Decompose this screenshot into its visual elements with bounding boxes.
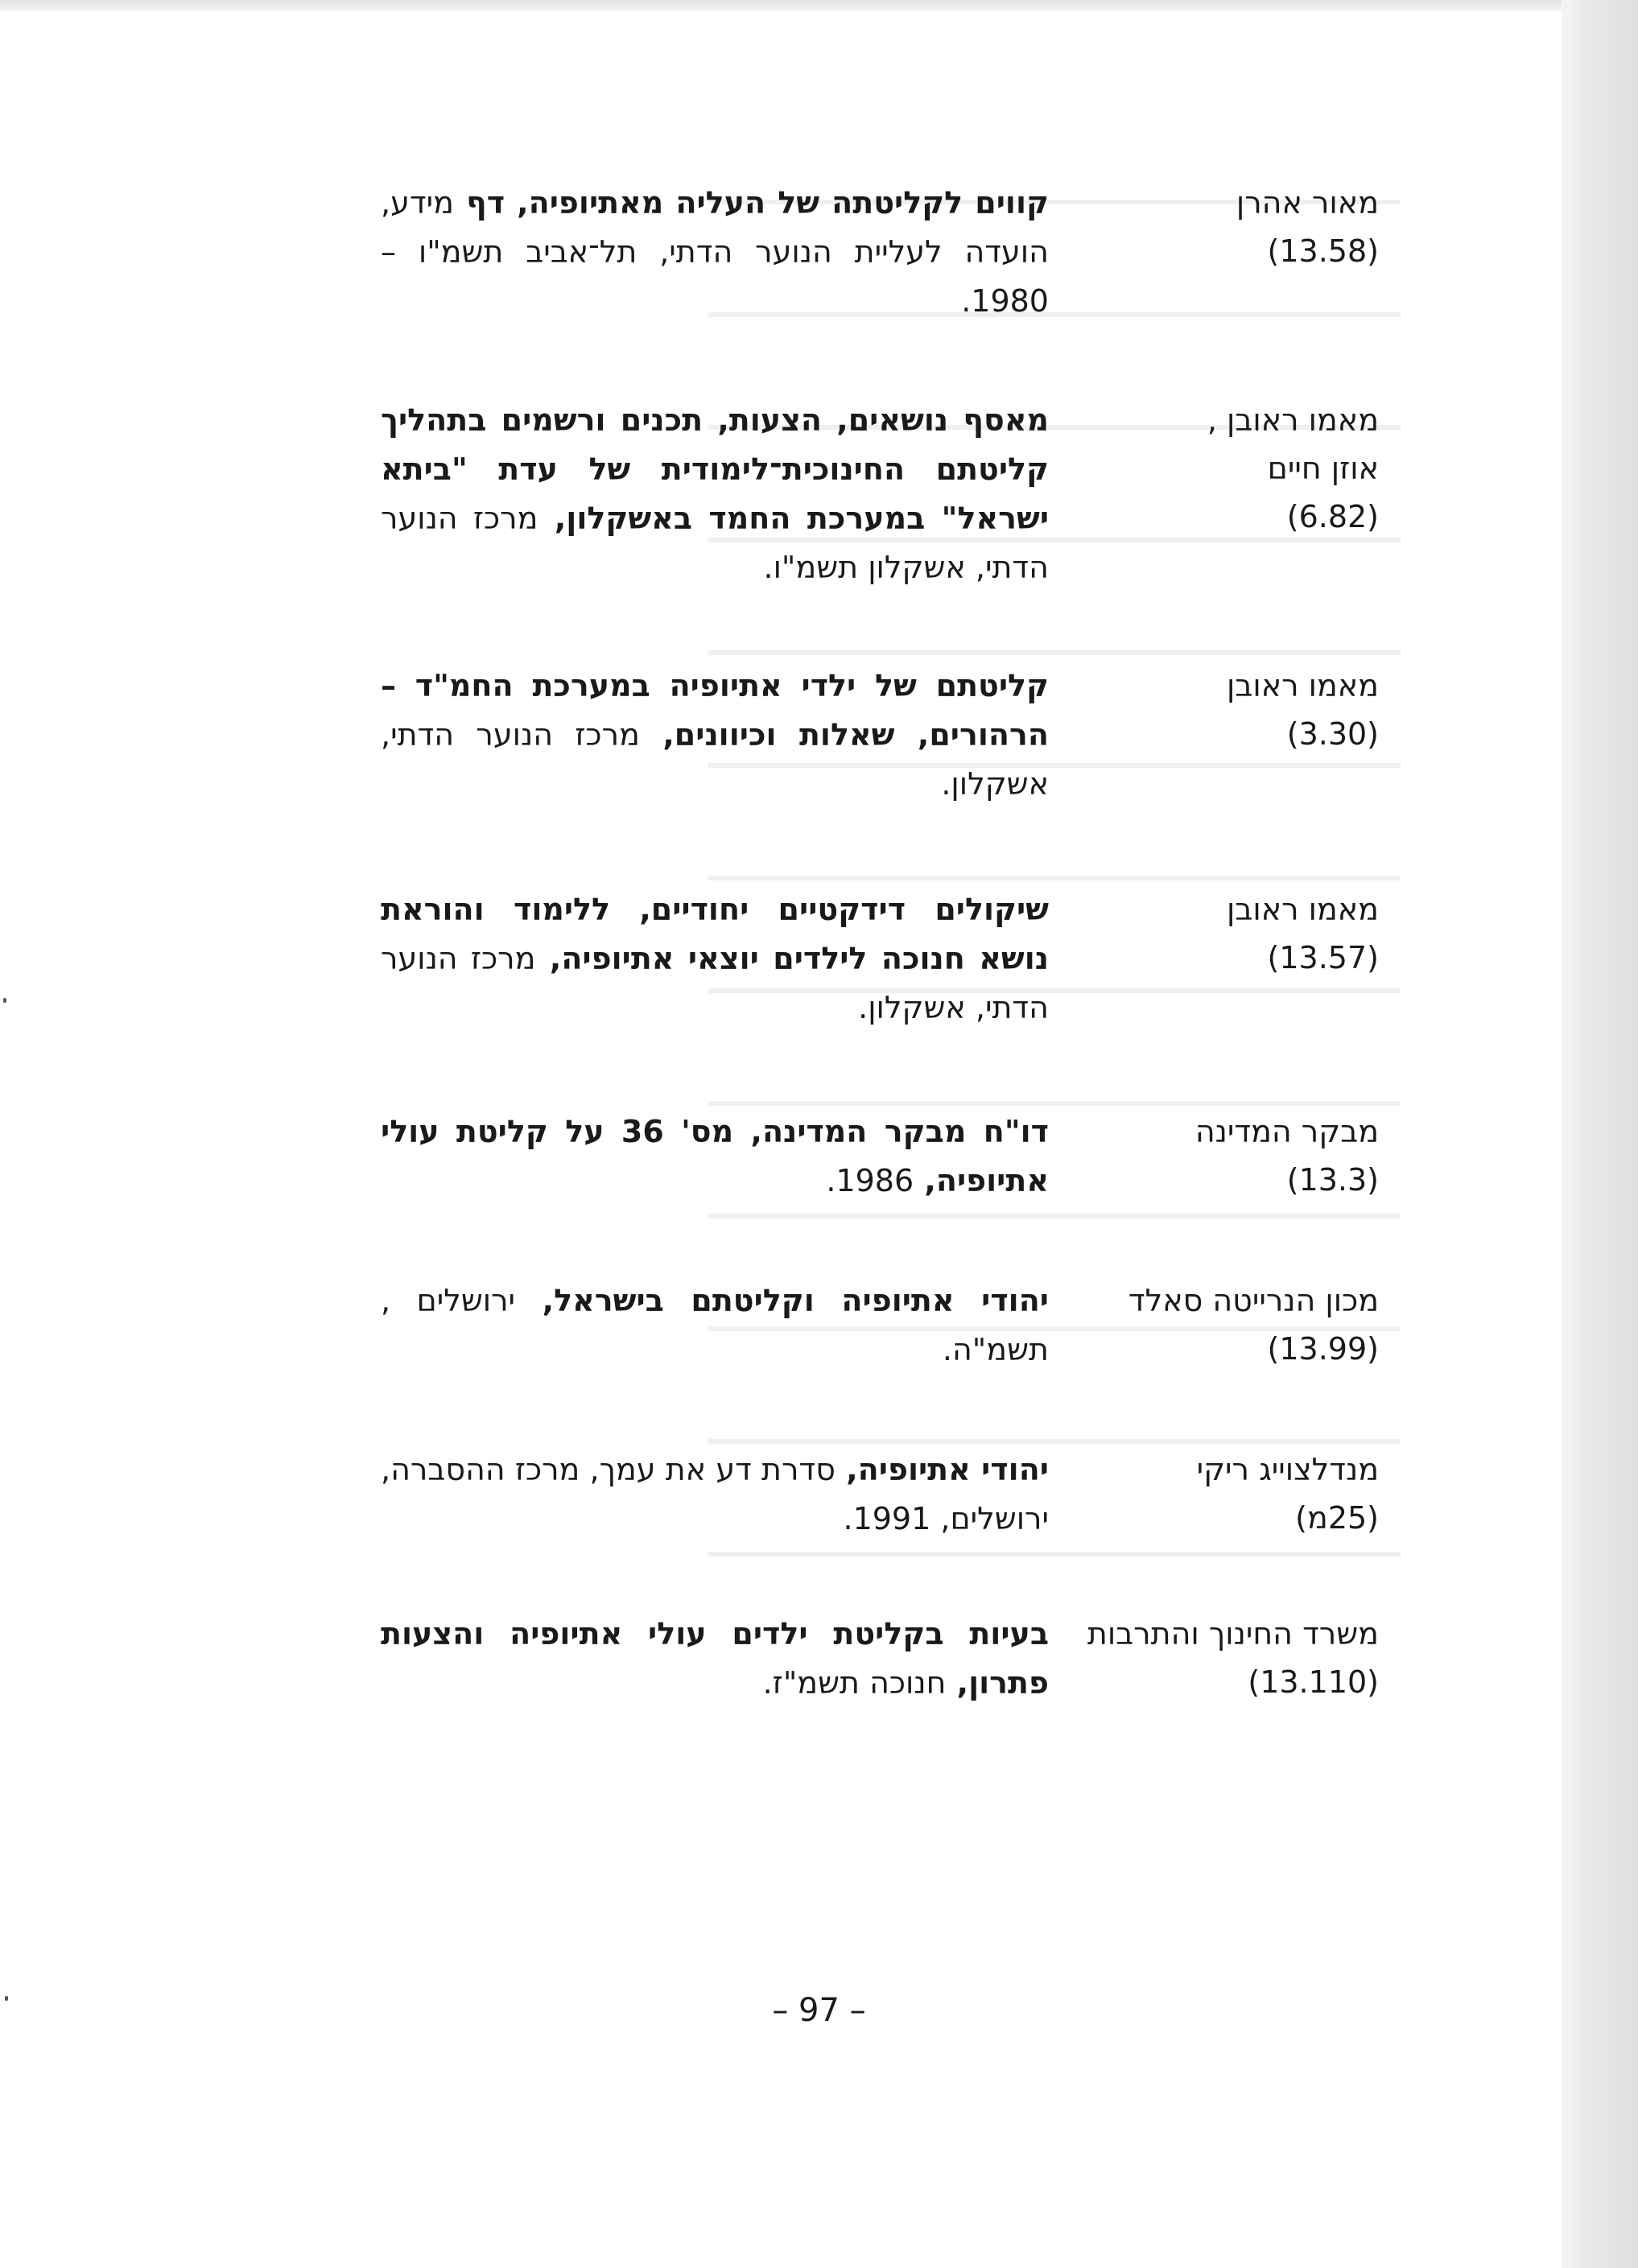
entry-code: (13.99) bbox=[1267, 1331, 1379, 1367]
bibliography-entry bbox=[340, 396, 1379, 605]
entry-title: שיקולים דידקטיים יחודיים, ללימוד והוראת נושא חנוכה לילדים יוצאי אתיופיה, bbox=[381, 892, 1050, 976]
entry-publication: מרכז הנוער הדתי, אשקלון תשמ"ו. bbox=[381, 501, 1049, 585]
entry-publication: ירושלים , תשמ"ה. bbox=[381, 1283, 1049, 1367]
entry-title-block bbox=[381, 662, 1049, 809]
entry-author-block bbox=[1113, 1445, 1379, 1542]
entry-title: בעיות בקליטת ילדים עולי אתיופיה והצעות פתרון, bbox=[381, 1616, 1049, 1701]
entry-title-block bbox=[381, 1276, 1049, 1375]
entry-title-block bbox=[381, 1610, 1049, 1708]
entry-publication: מרכז הנוער הדתי, אשקלון. bbox=[381, 717, 1049, 802]
entry-title-block bbox=[381, 1107, 1049, 1206]
entry-code: (6.82) bbox=[1286, 499, 1379, 534]
entry-author-block bbox=[1113, 1276, 1379, 1373]
entry-title: יהודי אתיופיה וקליטתם בישראל, bbox=[542, 1283, 1049, 1318]
entry-author: מאמו ראובן bbox=[1227, 892, 1379, 927]
entry-title: קווים לקליטתה של העליה מאתיופיה, דף bbox=[466, 185, 1050, 221]
entry-code: (13.58) bbox=[1267, 233, 1379, 269]
entry-code: (13.3) bbox=[1286, 1162, 1379, 1198]
bibliography-entry bbox=[340, 1276, 1379, 1389]
scan-speck bbox=[3, 998, 6, 1003]
entry-title-block bbox=[381, 1445, 1049, 1544]
entry-publication: 1986. bbox=[826, 1163, 914, 1198]
entry-coauthor: אוזן חיים bbox=[1267, 451, 1379, 486]
bibliography-entry bbox=[340, 885, 1379, 1046]
entry-author: מבקר המדינה bbox=[1194, 1114, 1379, 1149]
entry-author-block bbox=[1113, 662, 1379, 758]
entry-publication: חנוכה תשמ"ז. bbox=[762, 1665, 947, 1701]
bibliography-entry bbox=[340, 1445, 1379, 1558]
entry-title-block bbox=[381, 179, 1049, 326]
entry-code: (3.30) bbox=[1286, 716, 1379, 752]
entry-publication: מרכז הנוער הדתי, אשקלון. bbox=[381, 941, 1049, 1025]
entry-author: מכון הנרייטה סאלד bbox=[1128, 1283, 1379, 1318]
entry-author: מאמו ראובן , bbox=[1207, 402, 1379, 438]
entry-title: דו"ח מבקר המדינה, מס' 36 על קליטת עולי אתיופיה, bbox=[381, 1114, 1049, 1198]
entry-title-block bbox=[381, 396, 1049, 592]
entry-author-block bbox=[1113, 179, 1379, 275]
entry-author-block bbox=[1113, 1107, 1379, 1204]
entry-author: מאמו ראובן bbox=[1227, 668, 1379, 703]
entry-title: קליטתם של ילדי אתיופיה במערכת החמ"ד – הרהורים, שאלות וכיוונים, bbox=[381, 668, 1049, 753]
entry-code: (13.110) bbox=[1248, 1664, 1379, 1700]
entry-author: מאור אהרן bbox=[1236, 185, 1379, 221]
entry-author-block bbox=[1087, 1610, 1379, 1706]
entry-author: משרד החינוך והתרבות bbox=[1087, 1616, 1379, 1652]
entry-code: (13.57) bbox=[1267, 940, 1379, 975]
entry-publication: סדרת דע את עמך, מרכז ההסברה, ירושלים, 1991. bbox=[381, 1452, 1049, 1536]
entry-author-block bbox=[1113, 885, 1379, 982]
entry-title-block bbox=[381, 885, 1049, 1033]
entry-title: יהודי אתיופיה, bbox=[846, 1452, 1049, 1487]
bibliography-entry bbox=[340, 1610, 1379, 1722]
entry-title: מאסף נושאים, הצעות, תכנים ורשמים בתהליך קליטתם החינוכית־לימודית של עדת "ביתא ישראל" במערכת החמד באשקלון, bbox=[381, 402, 1050, 536]
page-number: – 97 – bbox=[772, 1992, 866, 2029]
entry-publication: מידע, הועדה לעליית הנוער הדתי, תל־אביב תשמ"ו – 1980. bbox=[381, 185, 1049, 319]
entry-author: מנדלצוייג ריקי bbox=[1196, 1452, 1379, 1487]
bibliography-entry bbox=[340, 662, 1379, 823]
bibliography-entry bbox=[340, 1107, 1379, 1220]
scan-speck bbox=[5, 1996, 8, 2001]
bibliography-entry bbox=[340, 179, 1379, 340]
entry-author-block bbox=[1113, 396, 1379, 541]
entry-code: (25מ) bbox=[1295, 1500, 1379, 1536]
